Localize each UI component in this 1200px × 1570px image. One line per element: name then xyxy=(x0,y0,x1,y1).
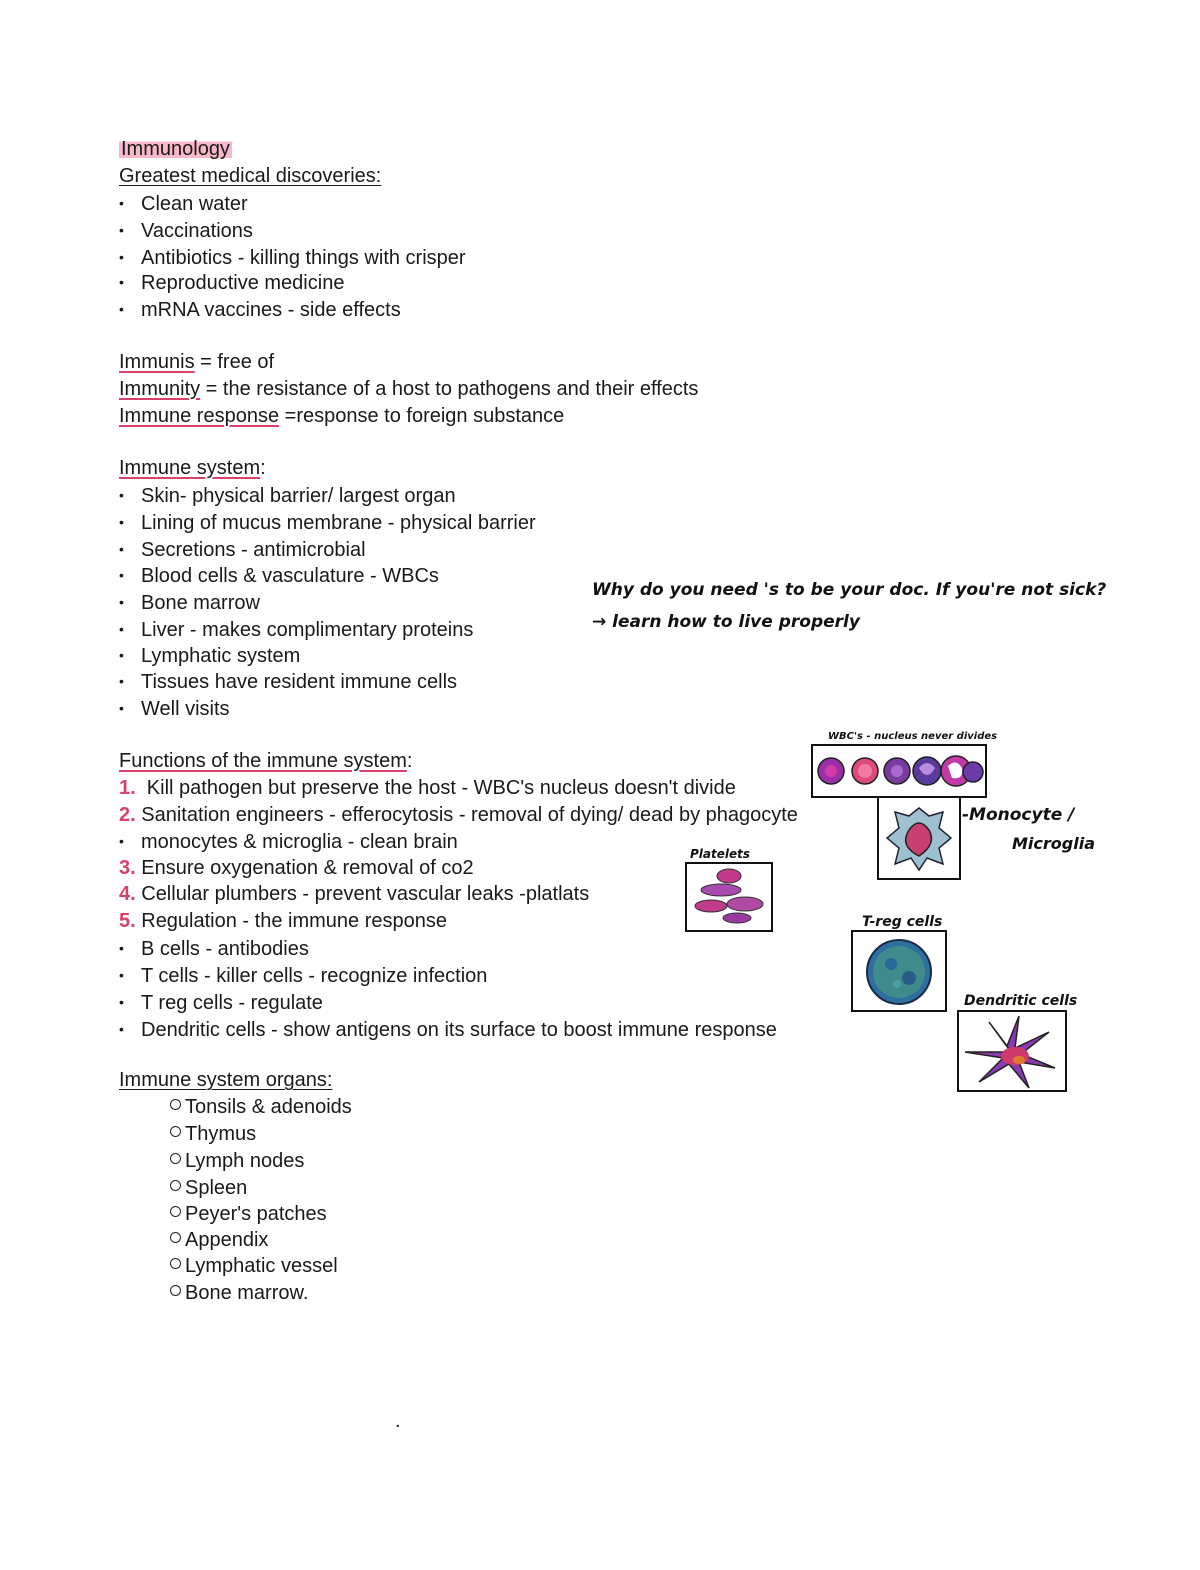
function-row: 5. Regulation - the immune response xyxy=(119,910,447,932)
list-item: • Tissues have resident immune cells xyxy=(119,668,457,696)
list-item: • monocytes & microglia - clean brain xyxy=(119,828,458,856)
definition-immunis: Immunis = free of xyxy=(119,351,275,373)
treg-sketch xyxy=(851,930,947,1012)
bullet-icon: • xyxy=(119,700,124,716)
list-item: • Liver - makes complimentary proteins xyxy=(119,616,473,644)
bullet-icon: • xyxy=(119,567,124,583)
list-item: • Skin- physical barrier/ largest organ xyxy=(119,482,456,510)
list-item: • Bone marrow xyxy=(119,589,260,617)
definition-immune-response: Immune response =response to foreign substance xyxy=(119,405,565,427)
bullet-icon: • xyxy=(119,222,124,238)
list-item: Peyer's patches xyxy=(170,1201,327,1228)
functions-heading: Functions of the immune system: xyxy=(119,750,413,772)
list-item: Lymph nodes xyxy=(170,1148,304,1175)
circle-bullet-icon xyxy=(170,1232,181,1243)
page-title: Immunology xyxy=(121,138,230,160)
list-item: • Well visits xyxy=(119,695,230,723)
immune-system-heading: Immune system: xyxy=(119,457,266,479)
wbc-sketch xyxy=(811,744,987,798)
list-item: • mRNA vaccines - side effects xyxy=(119,296,401,324)
bullet-icon: • xyxy=(119,195,124,211)
bullet-icon: • xyxy=(119,994,124,1010)
monocyte-sketch xyxy=(877,796,961,880)
list-item: • Antibiotics - killing things with crisper xyxy=(119,244,466,272)
bullet-icon: • xyxy=(119,514,124,530)
function-row: 1. Kill pathogen but preserve the host - WBC's nucleus doesn't divide xyxy=(119,777,736,799)
list-item: Spleen xyxy=(170,1175,247,1202)
list-item: • T cells - killer cells - recognize infection xyxy=(119,962,487,990)
bullet-icon: • xyxy=(119,647,124,663)
circle-bullet-icon xyxy=(170,1180,181,1191)
list-item: • Dendritic cells - show antigens on its surface to boost immune response xyxy=(119,1016,777,1044)
list-item: • Lining of mucus membrane - physical barrier xyxy=(119,509,536,537)
function-row: 3. Ensure oxygenation & removal of co2 xyxy=(119,857,474,879)
platelets-sketch xyxy=(685,862,773,932)
function-row: 4. Cellular plumbers - prevent vascular leaks -platlats xyxy=(119,883,590,905)
platelets-label: Platelets xyxy=(690,847,751,861)
list-item: Lymphatic vessel xyxy=(170,1253,338,1280)
bullet-icon: • xyxy=(119,621,124,637)
list-item: • Vaccinations xyxy=(119,217,253,245)
list-item: • Blood cells & vasculature - WBCs xyxy=(119,562,439,590)
monocyte-drawing xyxy=(879,798,959,878)
bullet-icon: • xyxy=(119,487,124,503)
microglia-label: Microglia xyxy=(1012,834,1095,853)
circle-bullet-icon xyxy=(170,1126,181,1137)
handwritten-note-line2: → learn how to live properly xyxy=(592,612,860,632)
circle-bullet-icon xyxy=(170,1206,181,1217)
list-item: Tonsils & adenoids xyxy=(170,1094,352,1121)
list-item: Appendix xyxy=(170,1227,268,1254)
list-item: • Secretions - antimicrobial xyxy=(119,536,366,564)
bullet-icon: • xyxy=(119,833,124,849)
treg-drawing xyxy=(853,932,945,1010)
monocyte-label: -Monocyte / xyxy=(962,805,1075,825)
footer-mark: . xyxy=(395,1410,401,1432)
list-item: Bone marrow. xyxy=(170,1280,308,1307)
bullet-icon: • xyxy=(119,249,124,265)
list-item: • T reg cells - regulate xyxy=(119,989,323,1017)
platelets-drawing xyxy=(687,864,771,930)
list-item: • Reproductive medicine xyxy=(119,269,344,297)
organs-heading: Immune system organs: xyxy=(119,1069,333,1091)
discoveries-heading: Greatest medical discoveries: xyxy=(119,165,382,187)
dendritic-label: Dendritic cells xyxy=(964,993,1078,1009)
bullet-icon: • xyxy=(119,301,124,317)
list-item: • B cells - antibodies xyxy=(119,935,309,963)
circle-bullet-icon xyxy=(170,1099,181,1110)
bullet-icon: • xyxy=(119,274,124,290)
circle-bullet-icon xyxy=(170,1258,181,1269)
handwritten-note-line1: Why do you need 's to be your doc. If you're not sick? xyxy=(592,580,1107,600)
circle-bullet-icon xyxy=(170,1153,181,1164)
bullet-icon: • xyxy=(119,594,124,610)
list-item: Thymus xyxy=(170,1121,256,1148)
wbc-sketch-label: WBC's - nucleus never divides xyxy=(828,731,998,742)
dendritic-drawing xyxy=(959,1012,1065,1090)
dendritic-sketch xyxy=(957,1010,1067,1092)
wbc-cells-drawing xyxy=(813,746,985,796)
bullet-icon: • xyxy=(119,541,124,557)
list-item: • Clean water xyxy=(119,190,248,218)
list-item: • Lymphatic system xyxy=(119,642,300,670)
bullet-icon: • xyxy=(119,940,124,956)
bullet-icon: • xyxy=(119,673,124,689)
bullet-icon: • xyxy=(119,1021,124,1037)
bullet-icon: • xyxy=(119,967,124,983)
definition-immunity: Immunity = the resistance of a host to pathogens and their effects xyxy=(119,378,699,400)
function-row: 2. Sanitation engineers - efferocytosis - removal of dying/ dead by phagocyte xyxy=(119,804,798,826)
circle-bullet-icon xyxy=(170,1285,181,1296)
treg-label: T-reg cells xyxy=(862,914,943,930)
